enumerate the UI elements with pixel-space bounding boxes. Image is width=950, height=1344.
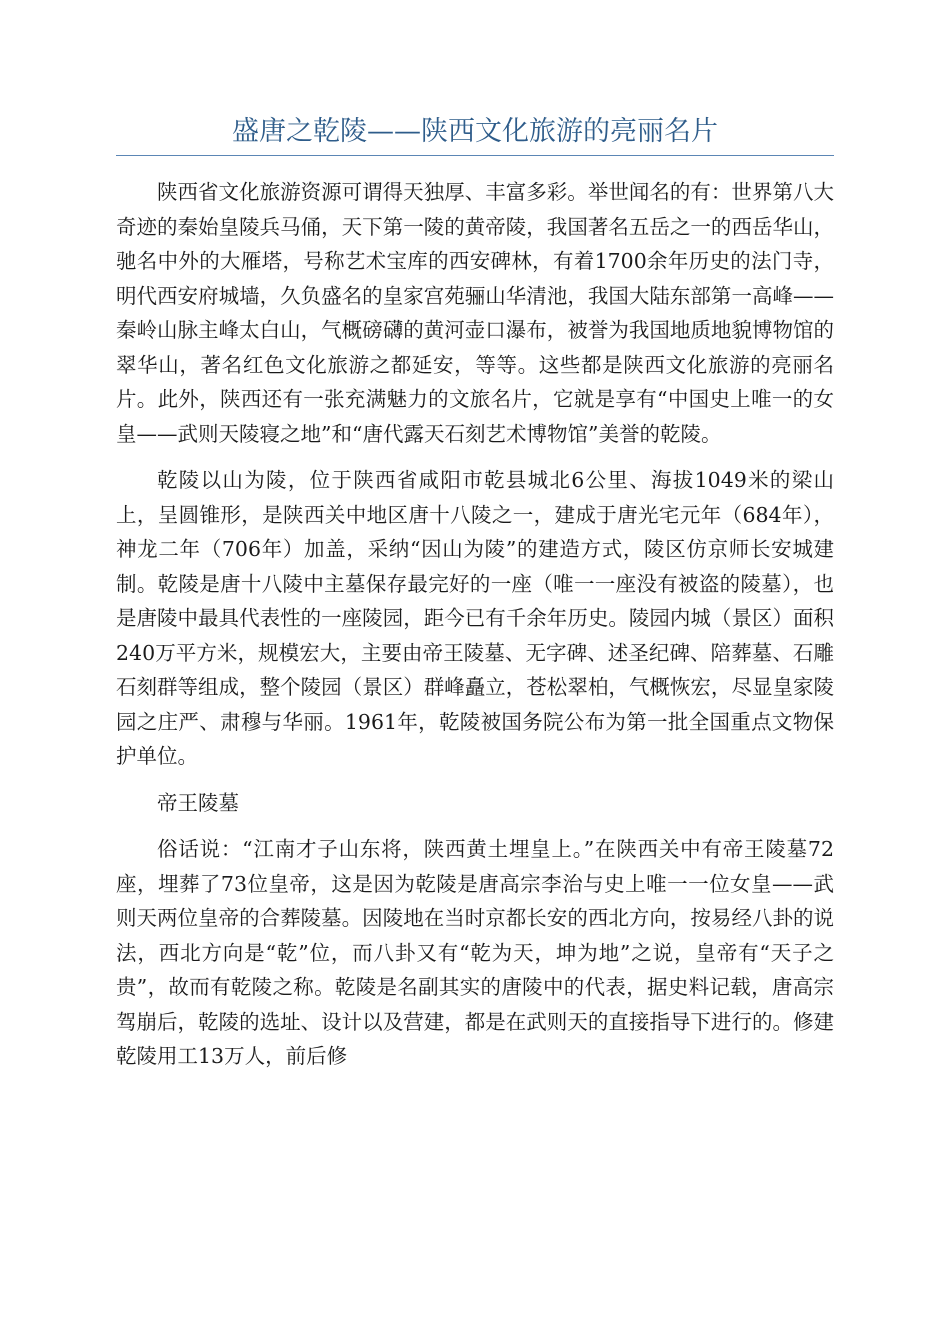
title-underline xyxy=(116,155,834,156)
section-heading-imperial-tomb: 帝王陵墓 xyxy=(157,790,239,815)
document-title: 盛唐之乾陵——陕西文化旅游的亮丽名片 xyxy=(232,116,718,147)
paragraph-intro: 陕西省文化旅游资源可谓得天独厚、丰富多彩。举世闻名的有：世界第八大奇迹的秦始皇陵兵马俑，天下第一陵的黄帝陵，我国著名五岳之一的西岳华山，驰名中外的大雁塔，号称艺术宝库的西安碑林，有着1700余年历史的法门寺，明代西安府城墙，久负盛名的皇家宫苑骊山华清池，我国大陆东部第一高峰——秦岭山脉主峰太白山，气概磅礴的黄河壶口瀑布，被誉为我国地质地貌博物馆的翠华山，著名红色文化旅游之都延安，等等。这些都是陕西文化旅游的亮丽名片。此外，陕西还有一张充满魅力的文旅名片，它就是享有“中国史上唯一的女皇——武则天陵寝之地”和“唐代露天石刻艺术博物馆”美誉的乾陵。 xyxy=(116,180,834,446)
document-body xyxy=(116,175,834,1086)
paragraph-location: 乾陵以山为陵，位于陕西省咸阳市乾县城北6公里、海拔1049米的梁山上，呈圆锥形，是陕西关中地区唐十八陵之一，建成于唐光宅元年（684年），神龙二年（706年）加盖，采纳“因山为陵”的建造方式，陵区仿京师长安城建制。乾陵是唐十八陵中主墓保存最完好的一座（唯一一座没有被盗的陵墓），也是唐陵中最具代表性的一座陵园，距今已有千余年历史。陵园内城（景区）面积240万平方米，规模宏大，主要由帝王陵墓、无字碑、述圣纪碑、陪葬墓、石雕石刻群等组成，整个陵园（景区）群峰矗立，苍松翠柏，气概恢宏，尽显皇家陵园之庄严、肃穆与华丽。1961年，乾陵被国务院公布为第一批全国重点文物保护单位。 xyxy=(116,468,834,768)
paragraph-imperial-tomb: 俗话说：“江南才子山东将，陕西黄土埋皇上。”在陕西关中有帝王陵墓72座，埋葬了73位皇帝，这是因为乾陵是唐高宗李治与史上唯一一位女皇——武则天两位皇帝的合葬陵墓。因陵地在当时京都长安的西北方向，按易经八卦的说法，西北方向是“乾”位，而八卦又有“乾为天，坤为地”之说，皇帝有“天子之贵”，故而有乾陵之称。乾陵是名副其实的唐陵中的代表，据史料记载，唐高宗驾崩后，乾陵的选址、设计以及营建，都是在武则天的直接指导下进行的。修建乾陵用工13万人，前后修 xyxy=(116,837,834,1068)
